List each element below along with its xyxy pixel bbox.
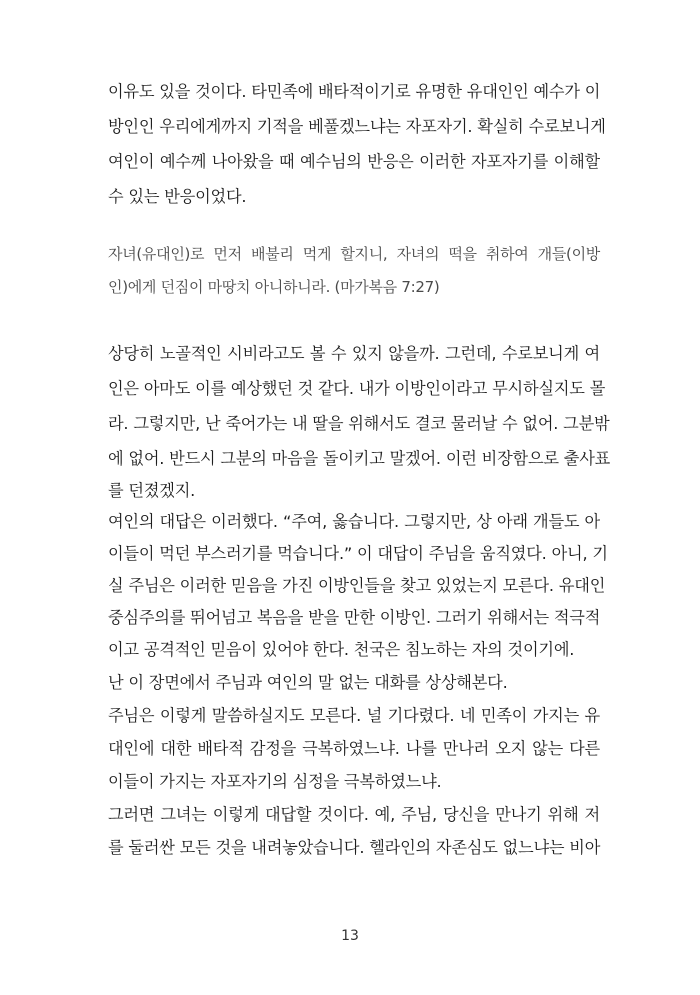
paragraph-line: 이고 공격적인 믿음이 있어야 한다. 천국은 침노하는 자의 것이기에.	[108, 640, 575, 659]
paragraph-line: 상당히 노골적인 시비라고도 볼 수 있지 않을까. 그런데, 수로보니게 여	[108, 344, 600, 363]
page-number: 13	[341, 928, 359, 944]
paragraph-line: 그러면 그녀는 이렇게 대답할 것이다. 예, 주님, 당신을 만나기 위해 저	[108, 805, 600, 824]
paragraph-line: 방인인 우리에게까지 기적을 베풀겠느냐는 자포자기. 확실히 수로보니게	[108, 117, 606, 136]
paragraph-line: 이들이 가지는 자포자기의 심정을 극복하였느냐.	[108, 772, 442, 791]
paragraph-line: 수 있는 반응이었다.	[108, 187, 247, 206]
paragraph-line: 실 주님은 이러한 믿음을 가진 이방인들을 찾고 있었는지 모른다. 유대인	[108, 576, 606, 595]
paragraph-line: 를 둘러싼 모든 것을 내려놓았습니다. 헬라인의 자존심도 없느냐는 비아	[108, 838, 601, 857]
paragraph-line: 중심주의를 뛰어넘고 복음을 받을 만한 이방인. 그러기 위해서는 적극적	[108, 608, 601, 627]
paragraph-line: 이들이 먹던 부스러기를 먹습니다.” 이 대답이 주님을 움직였다. 아니, 기	[108, 544, 608, 563]
paragraph-line: 인은 아마도 이를 예상했던 것 같다. 내가 이방인이라고 무시하실지도 몰	[108, 379, 606, 398]
paragraph-line: 라. 그렇지만, 난 죽어가는 내 딸을 위해서도 결코 물러날 수 없어. 그분밖	[108, 414, 610, 433]
paragraph-line: 를 던졌겠지.	[108, 481, 196, 500]
paragraph-line: 여인의 대답은 이러했다. “주여, 옳습니다. 그렇지만, 상 아래 개들도 아	[108, 512, 600, 531]
paragraph-line: 에 없어. 반드시 그분의 마음을 돌이키고 말겠어. 이런 비장함으로 출사표	[108, 449, 611, 468]
paragraph-line: 이유도 있을 것이다. 타민족에 배타적이기로 유명한 유대인인 예수가 이	[108, 82, 601, 101]
bible-quote-line: 자녀(유대인)로 먼저 배불리 먹게 할지니, 자녀의 떡을 취하여 개들(이방	[108, 245, 600, 263]
paragraph-line: 난 이 장면에서 주님과 여인의 말 없는 대화를 상상해본다.	[108, 673, 508, 692]
paragraph-line: 대인에 대한 배타적 감정을 극복하였느냐. 나를 만나러 오지 않는 다른	[108, 739, 600, 758]
paragraph-line: 주님은 이렇게 말씀하실지도 모른다. 널 기다렸다. 네 민족이 가지는 유	[108, 706, 600, 725]
paragraph-line: 여인이 예수께 나아왔을 때 예수님의 반응은 이러한 자포자기를 이해할	[108, 152, 600, 171]
bible-quote-line: 인)에게 던짐이 마땅치 아니하니라. (마가복음 7:27)	[108, 278, 440, 296]
